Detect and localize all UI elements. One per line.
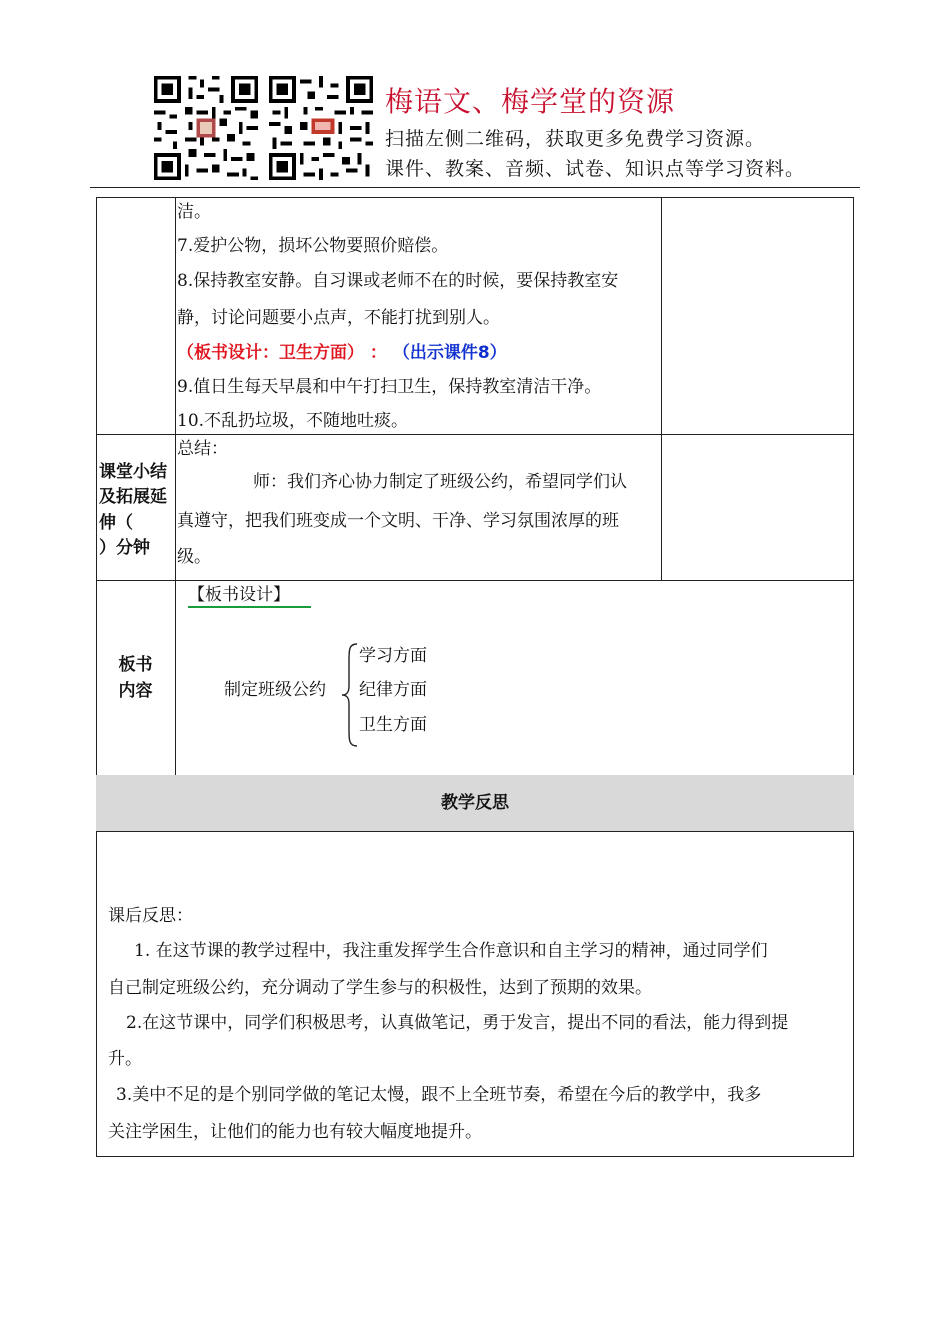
summary-body-line: 真遵守，把我们班变成一个文明、干净、学习氛围浓厚的班 xyxy=(177,511,619,531)
reflection-line: 升。 xyxy=(108,1049,142,1069)
board-label-line: 内容 xyxy=(118,681,153,701)
board-note xyxy=(177,340,507,366)
qr-code-right xyxy=(265,72,377,184)
board-branch: 卫生方面 xyxy=(359,715,427,735)
board-design-underline xyxy=(188,606,311,608)
qr-code-icon xyxy=(265,72,377,184)
rule-line: 7.爱护公物，损坏公物要照价赔偿。 xyxy=(177,236,449,256)
qr-code-icon xyxy=(150,72,262,184)
brand-tagline: 扫描左侧二维码，获取更多免费学习资源。 xyxy=(385,128,766,150)
summary-body-line: 师：我们齐心协力制定了班级公约，希望同学们认 xyxy=(253,472,627,492)
board-note-red: （板书设计：卫生方面） xyxy=(177,343,364,363)
table-border-top xyxy=(96,197,854,198)
row-divider xyxy=(96,434,854,435)
board-branch: 纪律方面 xyxy=(359,680,427,700)
summary-label-line: 及拓展延 xyxy=(99,487,167,507)
board-design-title: 【板书设计】 xyxy=(188,585,290,605)
qr-code-left xyxy=(150,72,262,184)
rule-line: 静，讨论问题要小点声，不能打扰到别人。 xyxy=(177,308,500,328)
brand-title: 梅语文、梅学堂的资源 xyxy=(385,85,676,118)
row-divider xyxy=(96,831,854,832)
summary-label-line: ）分钟 xyxy=(99,538,150,558)
board-main-item: 制定班级公约 xyxy=(224,680,326,700)
rule-line: 8.保持教室安静。自习课或老师不在的时候，要保持教室安 xyxy=(177,271,619,291)
board-label-line: 板书 xyxy=(118,655,153,675)
table-border-bottom xyxy=(96,1156,854,1157)
rule-line: 洁。 xyxy=(177,202,211,222)
summary-heading: 总结： xyxy=(177,439,228,459)
reflection-line: 3.美中不足的是个别同学做的笔记太慢，跟不上全班节奏，希望在今后的教学中，我多 xyxy=(116,1085,762,1105)
board-note-blue: （出示课件8） xyxy=(392,343,507,363)
reflection-line: 自己制定班级公约，充分调动了学生参与的积极性，达到了预期的效果。 xyxy=(108,978,652,998)
summary-label-line: 伸（ xyxy=(99,513,133,533)
rule-line: 10.不乱扔垃圾，不随地吐痰。 xyxy=(177,411,409,431)
reflection-heading: 课后反思： xyxy=(108,906,193,926)
board-note-separator: ： xyxy=(369,343,387,363)
page-header xyxy=(0,0,950,192)
row-divider xyxy=(96,580,854,581)
reflection-line: 2.在这节课中，同学们积极思考，认真做笔记，勇于发言，提出不同的看法，能力得到提 xyxy=(126,1013,789,1033)
reflection-title: 教学反思 xyxy=(441,793,509,813)
table-column-divider-notes xyxy=(661,197,662,580)
rule-line: 9.值日生每天早晨和中午打扫卫生，保持教室清洁干净。 xyxy=(177,377,602,397)
brand-resources-line: 课件、教案、音频、试卷、知识点等学习资料。 xyxy=(385,158,806,180)
board-branch: 学习方面 xyxy=(359,646,427,666)
summary-label-line: 课堂小结 xyxy=(99,462,167,482)
summary-body-line: 级。 xyxy=(177,547,211,567)
reflection-line: 关注学困生，让他们的能力也有较大幅度地提升。 xyxy=(108,1122,482,1142)
curly-brace-icon xyxy=(340,642,360,748)
reflection-line: 1. 在这节课的教学过程中，我注重发挥学生合作意识和自主学习的精神，通过同学们 xyxy=(134,941,768,961)
header-divider xyxy=(90,187,860,188)
table-border-right xyxy=(853,197,854,1157)
